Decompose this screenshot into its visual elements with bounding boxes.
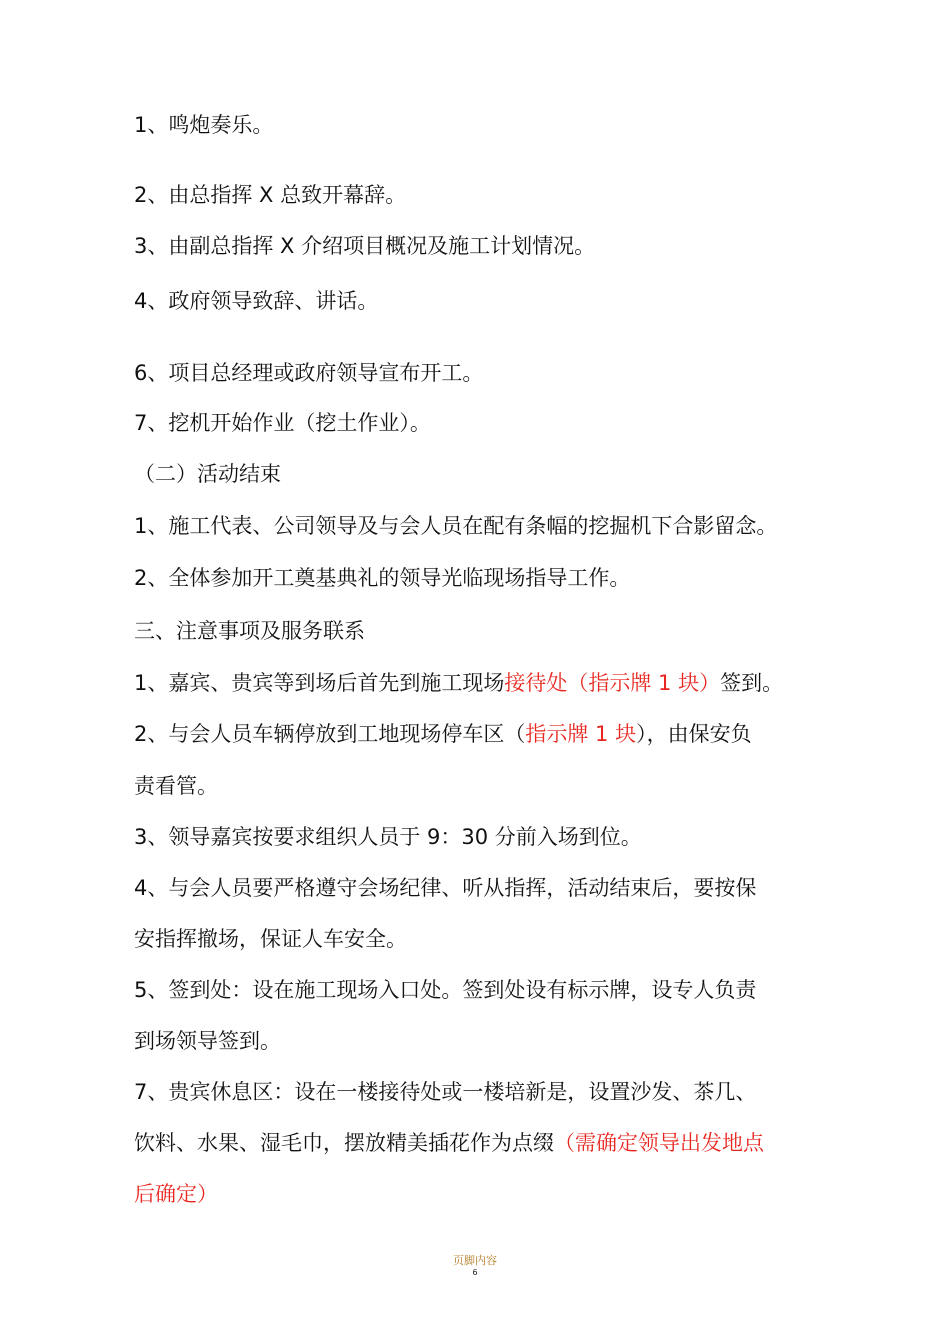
line-18: 到场领导签到。 [134,1029,281,1053]
highlight-text: 接待处（指示牌 1 块） [504,671,721,695]
highlight-text: （需确定领导出发地点 [554,1131,764,1155]
page-number: 6 [472,1268,478,1277]
line-8: 1、施工代表、公司领导及与会人员在配有条幅的挖掘机下合影留念。 [134,514,778,538]
line-11: 1、嘉宾、贵宾等到场后首先到施工现场接待处（指示牌 1 块）签到。 [134,671,784,695]
line-9: 2、全体参加开工奠基典礼的领导光临现场指导工作。 [134,566,631,590]
line-2: 2、由总指挥 X 总致开幕辞。 [134,183,407,207]
highlight-text: 指示牌 1 块 [525,722,637,746]
line-13: 责看管。 [134,774,218,798]
line-14: 3、领导嘉宾按要求组织人员于 9：30 分前入场到位。 [134,825,642,849]
footer-text: 页脚内容 [453,1254,497,1267]
section-heading-notes: 三、注意事项及服务联系 [134,619,365,643]
line-3: 3、由副总指挥 X 介绍项目概况及施工计划情况。 [134,234,596,258]
line-5: 6、项目总经理或政府领导宣布开工。 [134,361,484,385]
line-17: 5、签到处：设在施工现场入口处。签到处设有标示牌，设专人负责 [134,978,757,1002]
highlight-text: 后确定） [134,1182,218,1206]
line-4: 4、政府领导致辞、讲话。 [134,289,379,313]
line-20: 饮料、水果、湿毛巾，摆放精美插花作为点缀（需确定领导出发地点 [134,1131,764,1155]
line-21 [134,1180,824,1208]
line-19: 7、贵宾休息区：设在一楼接待处或一楼培新是，设置沙发、茶几、 [134,1080,757,1104]
line-15: 4、与会人员要严格遵守会场纪律、听从指挥，活动结束后，要按保 [134,876,757,900]
section-heading-activity-end: （二）活动结束 [134,462,281,486]
line-12: 2、与会人员车辆停放到工地现场停车区（指示牌 1 块），由保安负 [134,722,752,746]
line-1: 1、鸣炮奏乐。 [134,113,274,137]
line-16: 安指挥撤场，保证人车安全。 [134,927,407,951]
line-6: 7、挖机开始作业（挖土作业）。 [134,411,431,435]
